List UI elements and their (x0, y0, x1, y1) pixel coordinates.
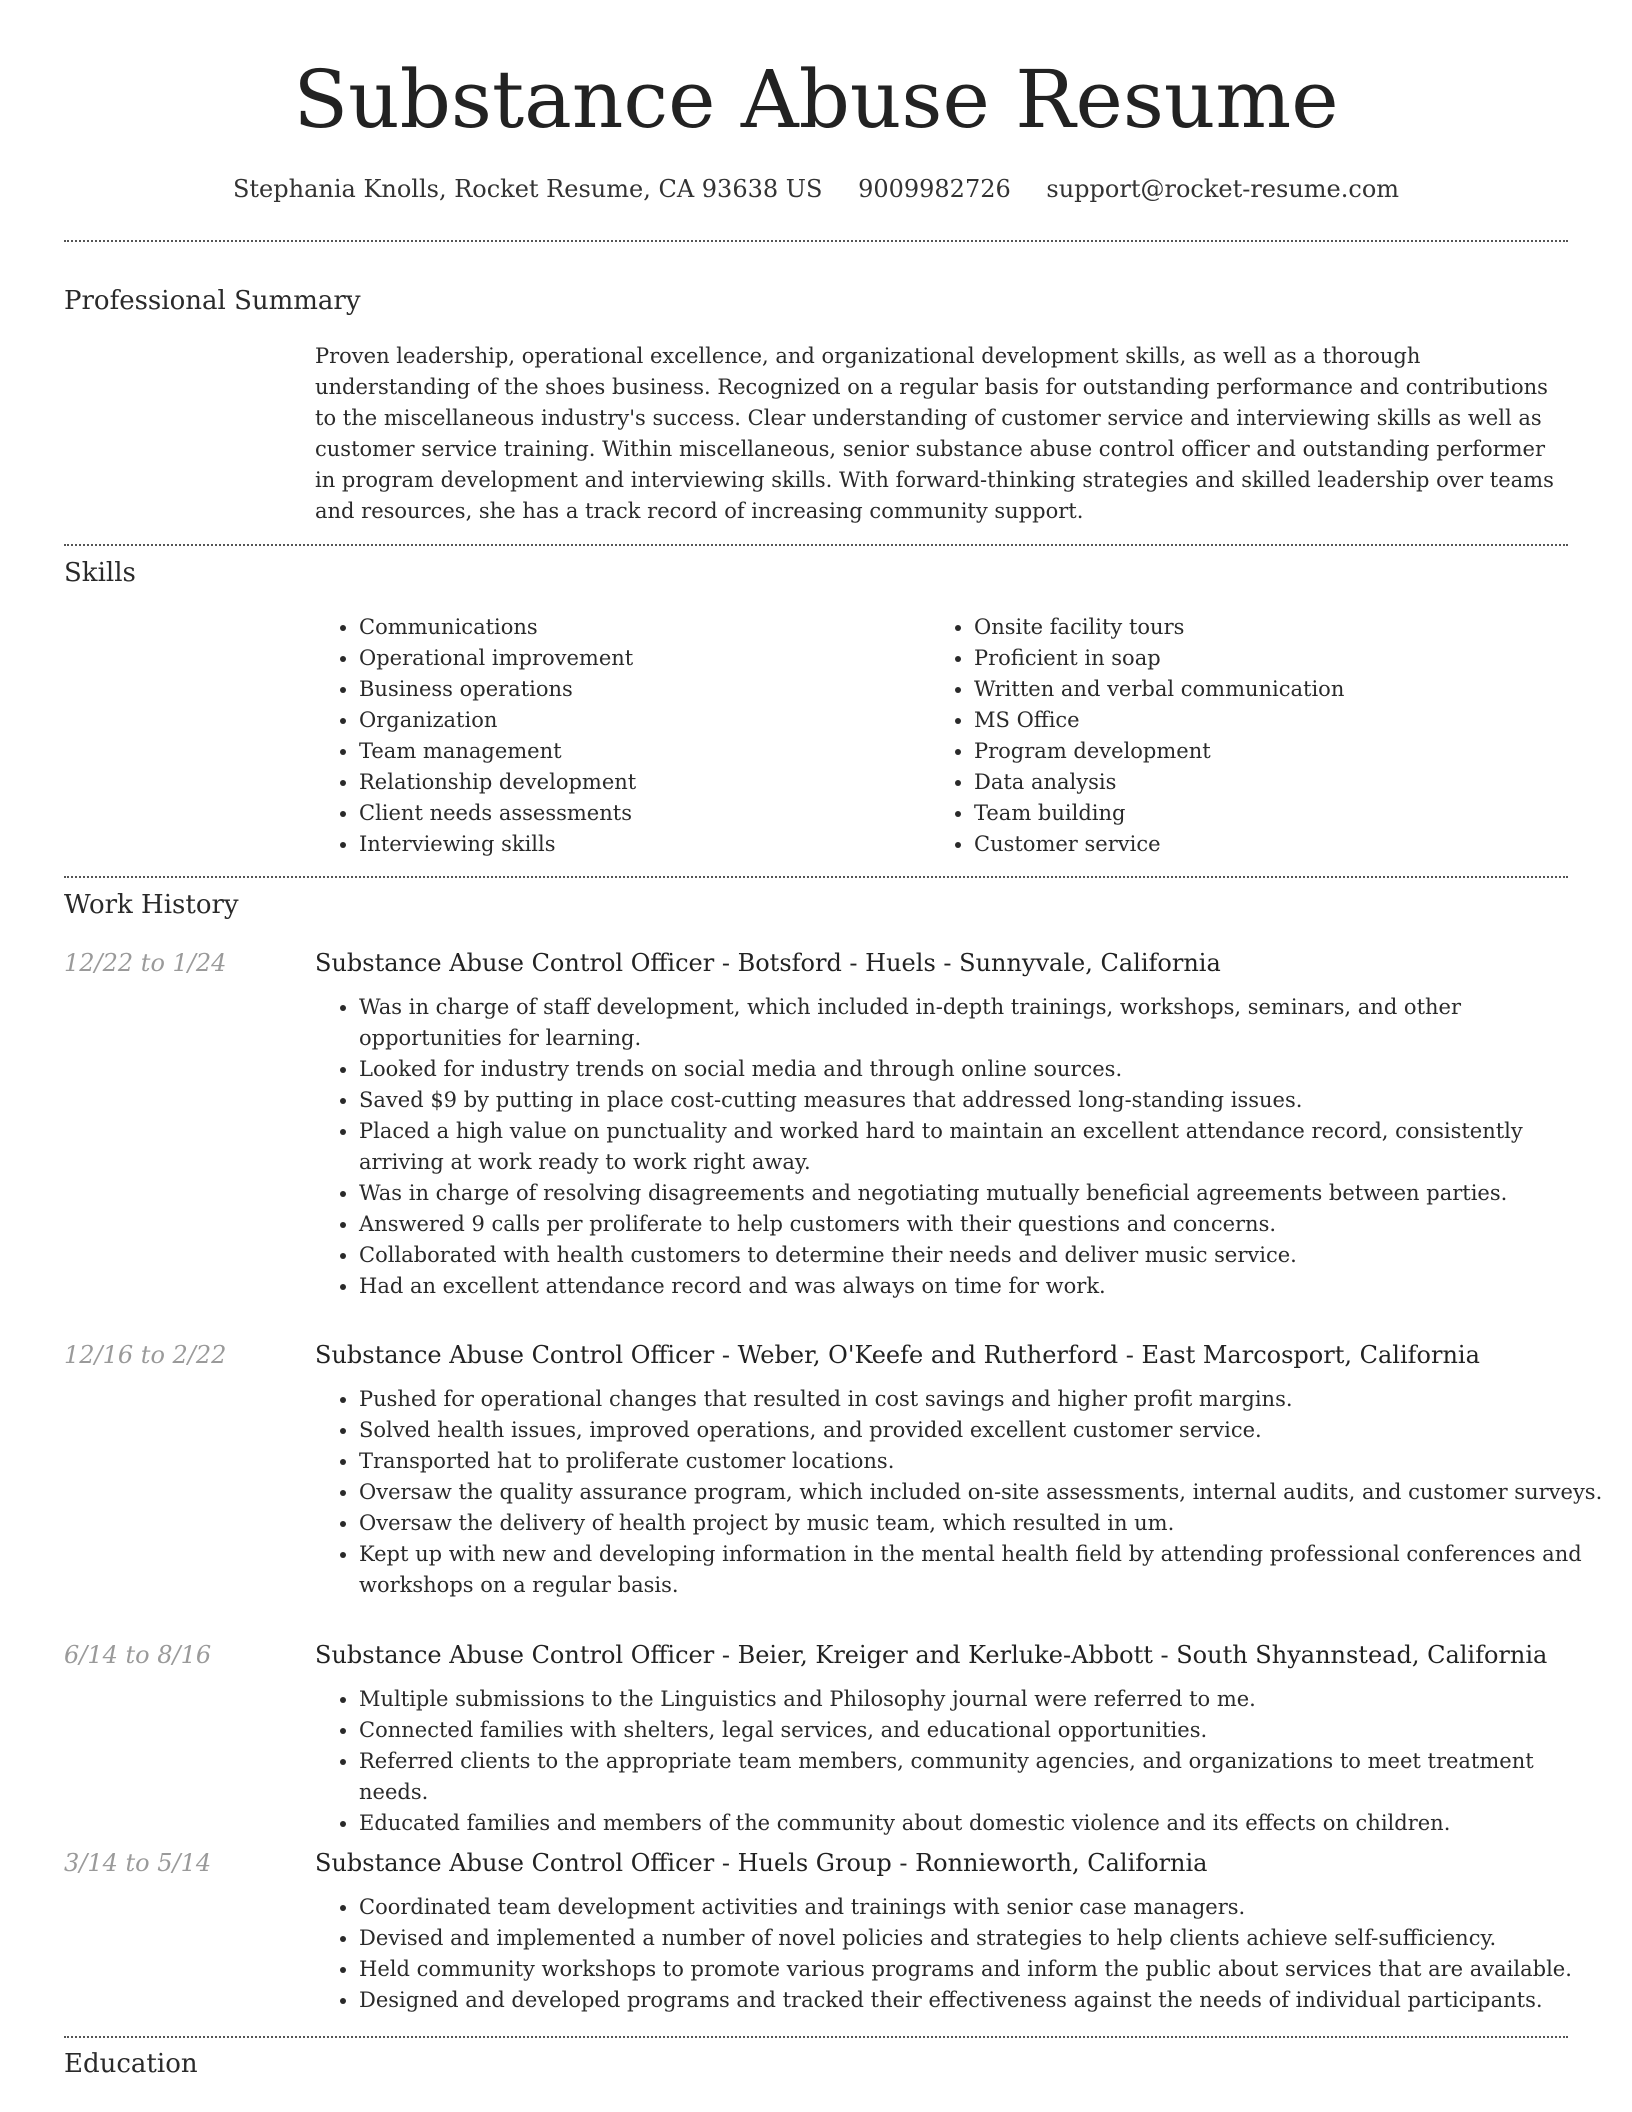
page-title: Substance Abuse Resume (293, 53, 1339, 146)
job-title: Substance Abuse Control Officer - Huels Group - Ronnieworth, California (315, 1849, 1208, 1877)
job-title: Substance Abuse Control Officer - Weber, O'Keefe and Rutherford - East Marcosport, California (315, 1341, 1480, 1369)
list-item: • Educated families and members of the community about domestic violence and its effects on children. (359, 1808, 1609, 1839)
list-item: • Answered 9 calls per proliferate to help customers with their questions and concerns. (359, 1209, 1609, 1240)
list-item: • Connected families with shelters, legal services, and educational opportunities. (359, 1715, 1609, 1746)
list-item: • Placed a high value on punctuality and worked hard to maintain an excellent attendance record, consistently arriving at work ready to work right away. (359, 1116, 1609, 1178)
job-bullets (315, 1892, 1609, 2016)
contact-address: Stephania Knolls, Rocket Resume, CA 93638 US (232, 175, 823, 203)
summary-text: Proven leadership, operational excellence, and organizational development skills, as well as a thorough understanding of the shoes business. Recognized on a regular basis for outstanding performance and contributions to the miscellaneous industry's success. Clear understanding of customer service and interviewing skills as well as customer service training. Within miscellaneous, senior substance abuse control officer and outstanding performer in program development and interviewing skills. With forward-thinking strategies and skilled leadership over teams and resources, she has a track record of increasing community support. (315, 344, 1554, 523)
skills-list-right (930, 612, 1594, 860)
job-title: Substance Abuse Control Officer - Beier, Kreiger and Kerluke-Abbott - South Shyannstead, California (315, 1641, 1548, 1669)
list-item: • Devised and implemented a number of novel policies and strategies to help clients achieve self-sufficiency. (359, 1923, 1609, 1954)
education-heading: Education (64, 2049, 198, 2079)
skill-item: • Operational improvement (359, 643, 919, 674)
skill-item: • Customer service (974, 829, 1594, 860)
list-item: • Held community workshops to promote various programs and inform the public about services that are available. (359, 1954, 1609, 1985)
list-item: • Saved $9 by putting in place cost-cutting measures that addressed long-standing issues. (359, 1085, 1609, 1116)
skill-item: • Interviewing skills (359, 829, 919, 860)
skill-item: • Program development (974, 736, 1594, 767)
list-item: • Pushed for operational changes that resulted in cost savings and higher profit margins. (359, 1384, 1609, 1415)
job-bullets (315, 992, 1609, 1302)
list-item: • Multiple submissions to the Linguistics and Philosophy journal were referred to me. (359, 1684, 1609, 1715)
list-item: • Was in charge of resolving disagreements and negotiating mutually beneficial agreements between parties. (359, 1178, 1609, 1209)
section-divider (64, 240, 1568, 242)
skill-item: • MS Office (974, 705, 1594, 736)
skill-item: • Team building (974, 798, 1594, 829)
skill-item: • Written and verbal communication (974, 674, 1594, 705)
contact-line (0, 172, 1632, 206)
list-item: • Oversaw the delivery of health project by music team, which resulted in um. (359, 1508, 1609, 1539)
contact-phone: 9009982726 (858, 175, 1011, 203)
skill-item: • Business operations (359, 674, 919, 705)
section-divider (64, 876, 1568, 878)
job-dates: 12/16 to 2/22 (64, 1341, 227, 1369)
list-item: • Was in charge of staff development, which included in-depth trainings, workshops, seminars, and other opportunities for learning. (359, 992, 1609, 1054)
skill-item: • Onsite facility tours (974, 612, 1594, 643)
section-divider (64, 2036, 1568, 2038)
section-divider (64, 544, 1568, 546)
skills-list-left (315, 612, 919, 860)
list-item: • Looked for industry trends on social media and through online sources. (359, 1054, 1609, 1085)
list-item: • Oversaw the quality assurance program, which included on-site assessments, internal audits, and customer surveys. (359, 1477, 1609, 1508)
list-item: • Collaborated with health customers to determine their needs and deliver music service. (359, 1240, 1609, 1271)
job-dates: 3/14 to 5/14 (64, 1849, 212, 1877)
job-dates: 12/22 to 1/24 (64, 949, 227, 977)
work-heading: Work History (64, 890, 239, 920)
job-bullets (315, 1384, 1609, 1601)
skill-item: • Client needs assessments (359, 798, 919, 829)
contact-email: support@rocket-resume.com (1046, 175, 1400, 203)
skill-item: • Communications (359, 612, 919, 643)
skill-item: • Data analysis (974, 767, 1594, 798)
list-item: • Kept up with new and developing information in the mental health field by attending professional conferences and workshops on a regular basis. (359, 1539, 1609, 1601)
skill-item: • Proficient in soap (974, 643, 1594, 674)
list-item: • Solved health issues, improved operations, and provided excellent customer service. (359, 1415, 1609, 1446)
list-item: • Designed and developed programs and tracked their effectiveness against the needs of individual participants. (359, 1985, 1609, 2016)
list-item: • Coordinated team development activities and trainings with senior case managers. (359, 1892, 1609, 1923)
job-dates: 6/14 to 8/16 (64, 1641, 212, 1669)
skills-heading: Skills (64, 558, 136, 588)
list-item: • Had an excellent attendance record and was always on time for work. (359, 1271, 1609, 1302)
list-item: • Referred clients to the appropriate team members, community agencies, and organizations to meet treatment needs. (359, 1746, 1609, 1808)
summary-heading: Professional Summary (64, 286, 361, 316)
skill-item: • Organization (359, 705, 919, 736)
job-title: Substance Abuse Control Officer - Botsford - Huels - Sunnyvale, California (315, 949, 1221, 977)
list-item: • Transported hat to proliferate customer locations. (359, 1446, 1609, 1477)
job-bullets (315, 1684, 1609, 1839)
skill-item: • Relationship development (359, 767, 919, 798)
skill-item: • Team management (359, 736, 919, 767)
